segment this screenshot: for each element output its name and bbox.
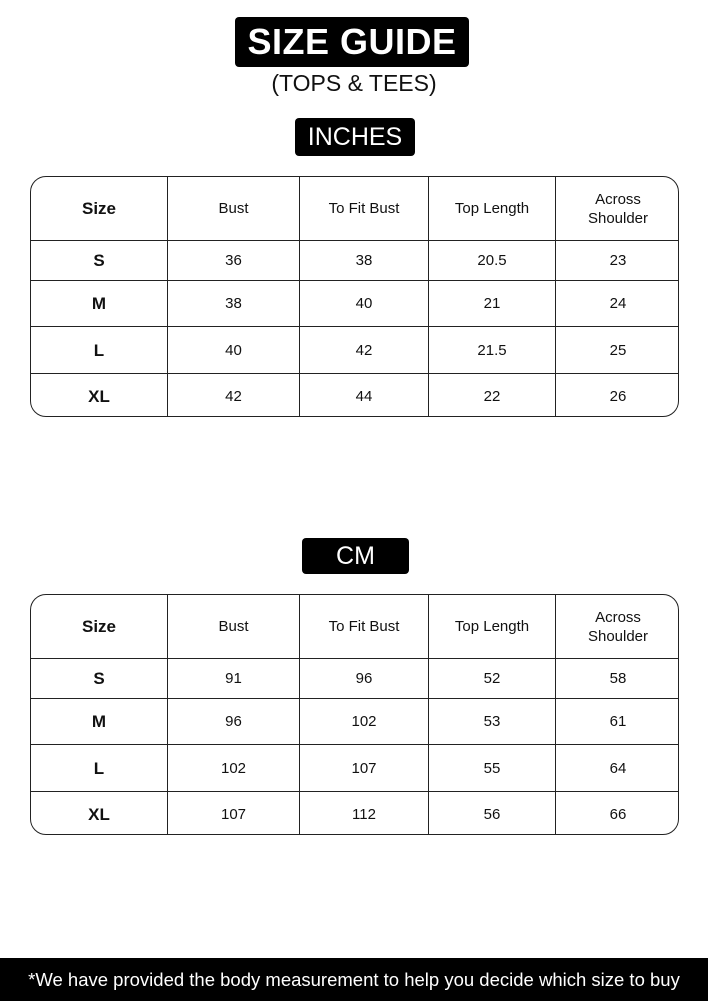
cm-size-table xyxy=(30,594,679,835)
cm-section-label: CM xyxy=(302,538,409,574)
table-row xyxy=(31,698,678,744)
cell-bust: 96 xyxy=(167,699,299,744)
header-cell-to-fit-bust: To Fit Bust xyxy=(299,595,428,658)
cell-top-length: 21 xyxy=(428,281,555,326)
footer-note: *We have provided the body measurement to help you decide which size to buy xyxy=(0,958,708,1001)
cell-across-shoulder: 23 xyxy=(555,241,679,280)
cell-top-length: 56 xyxy=(428,792,555,835)
table-row xyxy=(31,744,678,791)
cell-across-shoulder: 24 xyxy=(555,281,679,326)
cell-bust: 36 xyxy=(167,241,299,280)
cell-to-fit-bust: 38 xyxy=(299,241,428,280)
cell-to-fit-bust: 96 xyxy=(299,659,428,698)
cell-size: L xyxy=(93,758,105,778)
cell-size: S xyxy=(93,251,105,270)
cell-across-shoulder: 58 xyxy=(555,659,679,698)
page-title: SIZE GUIDE xyxy=(235,17,469,67)
cell-size: S xyxy=(93,669,105,688)
cell-to-fit-bust: 102 xyxy=(299,699,428,744)
header-cell-bust: Bust xyxy=(167,595,299,658)
cell-across-shoulder: 64 xyxy=(555,745,679,791)
cell-across-shoulder: 61 xyxy=(555,699,679,744)
cell-bust: 107 xyxy=(167,792,299,835)
cell-across-shoulder: 66 xyxy=(555,792,679,835)
cell-top-length: 55 xyxy=(428,745,555,791)
cell-to-fit-bust: 112 xyxy=(299,792,428,835)
table-row xyxy=(31,791,678,835)
cell-top-length: 21.5 xyxy=(428,327,555,373)
header-cell-size: Size xyxy=(81,199,117,218)
inches-section-label: INCHES xyxy=(295,118,415,156)
cell-bust: 40 xyxy=(167,327,299,373)
header-cell-size: Size xyxy=(81,617,117,636)
header-cell-top-length: Top Length xyxy=(428,177,555,240)
header-cell-across-shoulder: Across Shoulder xyxy=(555,595,679,658)
cell-size: XL xyxy=(88,386,110,406)
cell-top-length: 53 xyxy=(428,699,555,744)
table-row xyxy=(31,373,678,417)
inches-size-table xyxy=(30,176,679,417)
header-cell-top-length: Top Length xyxy=(428,595,555,658)
table-row xyxy=(31,326,678,373)
cell-bust: 91 xyxy=(167,659,299,698)
cell-size: M xyxy=(91,294,107,313)
table-header-row xyxy=(31,177,678,240)
cell-top-length: 52 xyxy=(428,659,555,698)
cell-to-fit-bust: 40 xyxy=(299,281,428,326)
cell-bust: 42 xyxy=(167,374,299,417)
table-header-row xyxy=(31,595,678,658)
cell-size: XL xyxy=(88,804,110,824)
header-cell-across-shoulder: Across Shoulder xyxy=(555,177,679,240)
page-subtitle: (TOPS & TEES) xyxy=(271,70,437,96)
cell-across-shoulder: 25 xyxy=(555,327,679,373)
cell-top-length: 20.5 xyxy=(428,241,555,280)
table-row xyxy=(31,658,678,698)
header-cell-bust: Bust xyxy=(167,177,299,240)
table-row xyxy=(31,240,678,280)
cell-bust: 38 xyxy=(167,281,299,326)
cell-to-fit-bust: 107 xyxy=(299,745,428,791)
cell-top-length: 22 xyxy=(428,374,555,417)
cell-across-shoulder: 26 xyxy=(555,374,679,417)
cell-to-fit-bust: 42 xyxy=(299,327,428,373)
cell-bust: 102 xyxy=(167,745,299,791)
table-row xyxy=(31,280,678,326)
header-cell-to-fit-bust: To Fit Bust xyxy=(299,177,428,240)
cell-size: L xyxy=(93,340,105,360)
cell-size: M xyxy=(91,712,107,731)
cell-to-fit-bust: 44 xyxy=(299,374,428,417)
